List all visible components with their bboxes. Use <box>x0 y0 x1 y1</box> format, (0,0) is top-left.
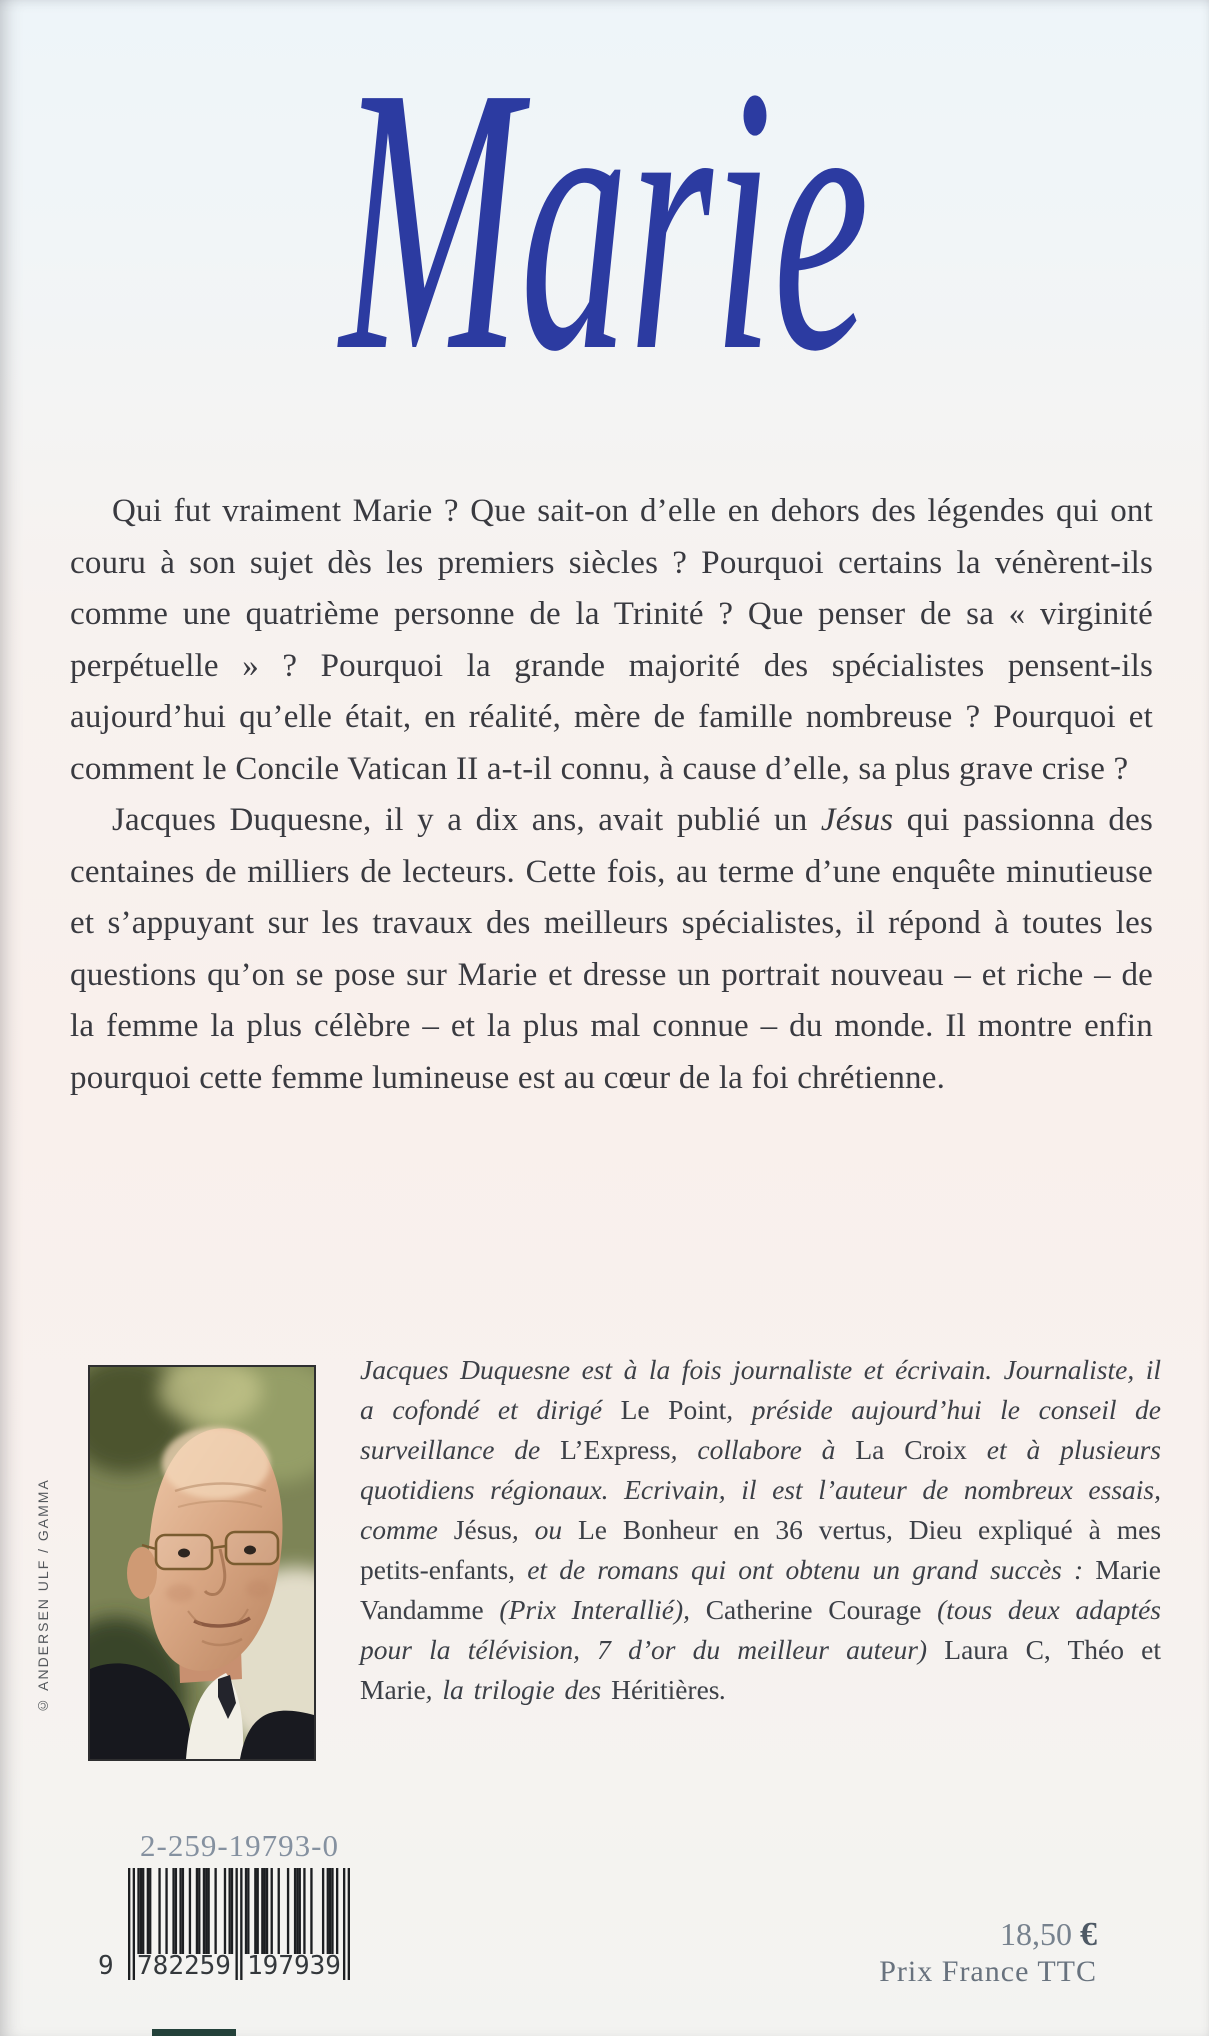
ean-barcode <box>96 1868 356 1988</box>
book-title: Marie <box>339 9 870 430</box>
author-bio: Jacques Duquesne est à la fois journaliste et écrivain. Journaliste, il a cofondé et dirigé Le Point, préside aujourd’hui le conseil de surveillance de L’Express, collabore à La Croix et à plusieurs quotidiens régionaux. Ecrivain, il est l’auteur de nombreux essais, comme Jésus, ou Le Bonheur en 36 vertus, Dieu expliqué à mes petits-enfants, et de romans qui ont obtenu un grand succès : Marie Vandamme (Prix Interallié), Catherine Courage (tous deux adaptés pour la télévision, 7 d’or du meilleur auteur) Laura C, Théo et Marie, la trilogie des Héritières. <box>360 1354 1162 1705</box>
price-block <box>879 1916 1097 1989</box>
barcode-digit-group-1: 782259 <box>137 1951 231 1981</box>
isbn-number: 2-259-19793-0 <box>140 1828 339 1863</box>
portrait-glasses <box>142 1532 278 1569</box>
synopsis-paragraph-1: Qui fut vraiment Marie ? Que sait-on d’elle en dehors des légendes qui ont couru à son sujet dès les premiers siècles ? Pourquoi certains la vénèrent-ils comme une quatrième personne de la Trinité ? Que penser de sa « virginité perpétuelle » ? Pourquoi la grande majorité des spécialistes pensent-ils aujourd’hui qu’elle était, en réalité, mère de famille nombreuse ? Pourquoi et comment le Concile Vatican II a-t-il connu, à cause d’elle, sa plus grave crise ? <box>70 493 1153 787</box>
euro-currency-icon: € <box>1080 1916 1097 1953</box>
author-photo <box>88 1365 316 1761</box>
price <box>879 1916 1097 1953</box>
synopsis-paragraph-2: Jacques Duquesne, il y a dix ans, avait publié un Jésus qui passionna des centaines de milliers de lecteurs. Cette fois, au terme d’une enquête minutieuse et s’appuyant sur les travaux des meilleurs spécialistes, il répond à toutes les questions qu’on se pose sur Marie et dresse un portrait nouveau – et riche – de la femme la plus célèbre – et la plus mal connue – du monde. Il montre enfin pourquoi cette femme lumineuse est au cœur de la foi chrétienne. <box>70 802 1153 1096</box>
price-note: Prix France TTC <box>879 1955 1097 1988</box>
photo-credit: © ANDERSEN ULF / GAMMA <box>35 1478 51 1714</box>
synopsis-block <box>70 486 1153 1104</box>
price-amount: 18,50 <box>1000 1916 1072 1952</box>
barcode-digit-group-2: 197939 <box>247 1951 341 1981</box>
scan-edge-artifact <box>152 2029 236 2036</box>
barcode-digit-lead: 9 <box>98 1951 114 1981</box>
author-photo-illustration <box>90 1367 314 1759</box>
